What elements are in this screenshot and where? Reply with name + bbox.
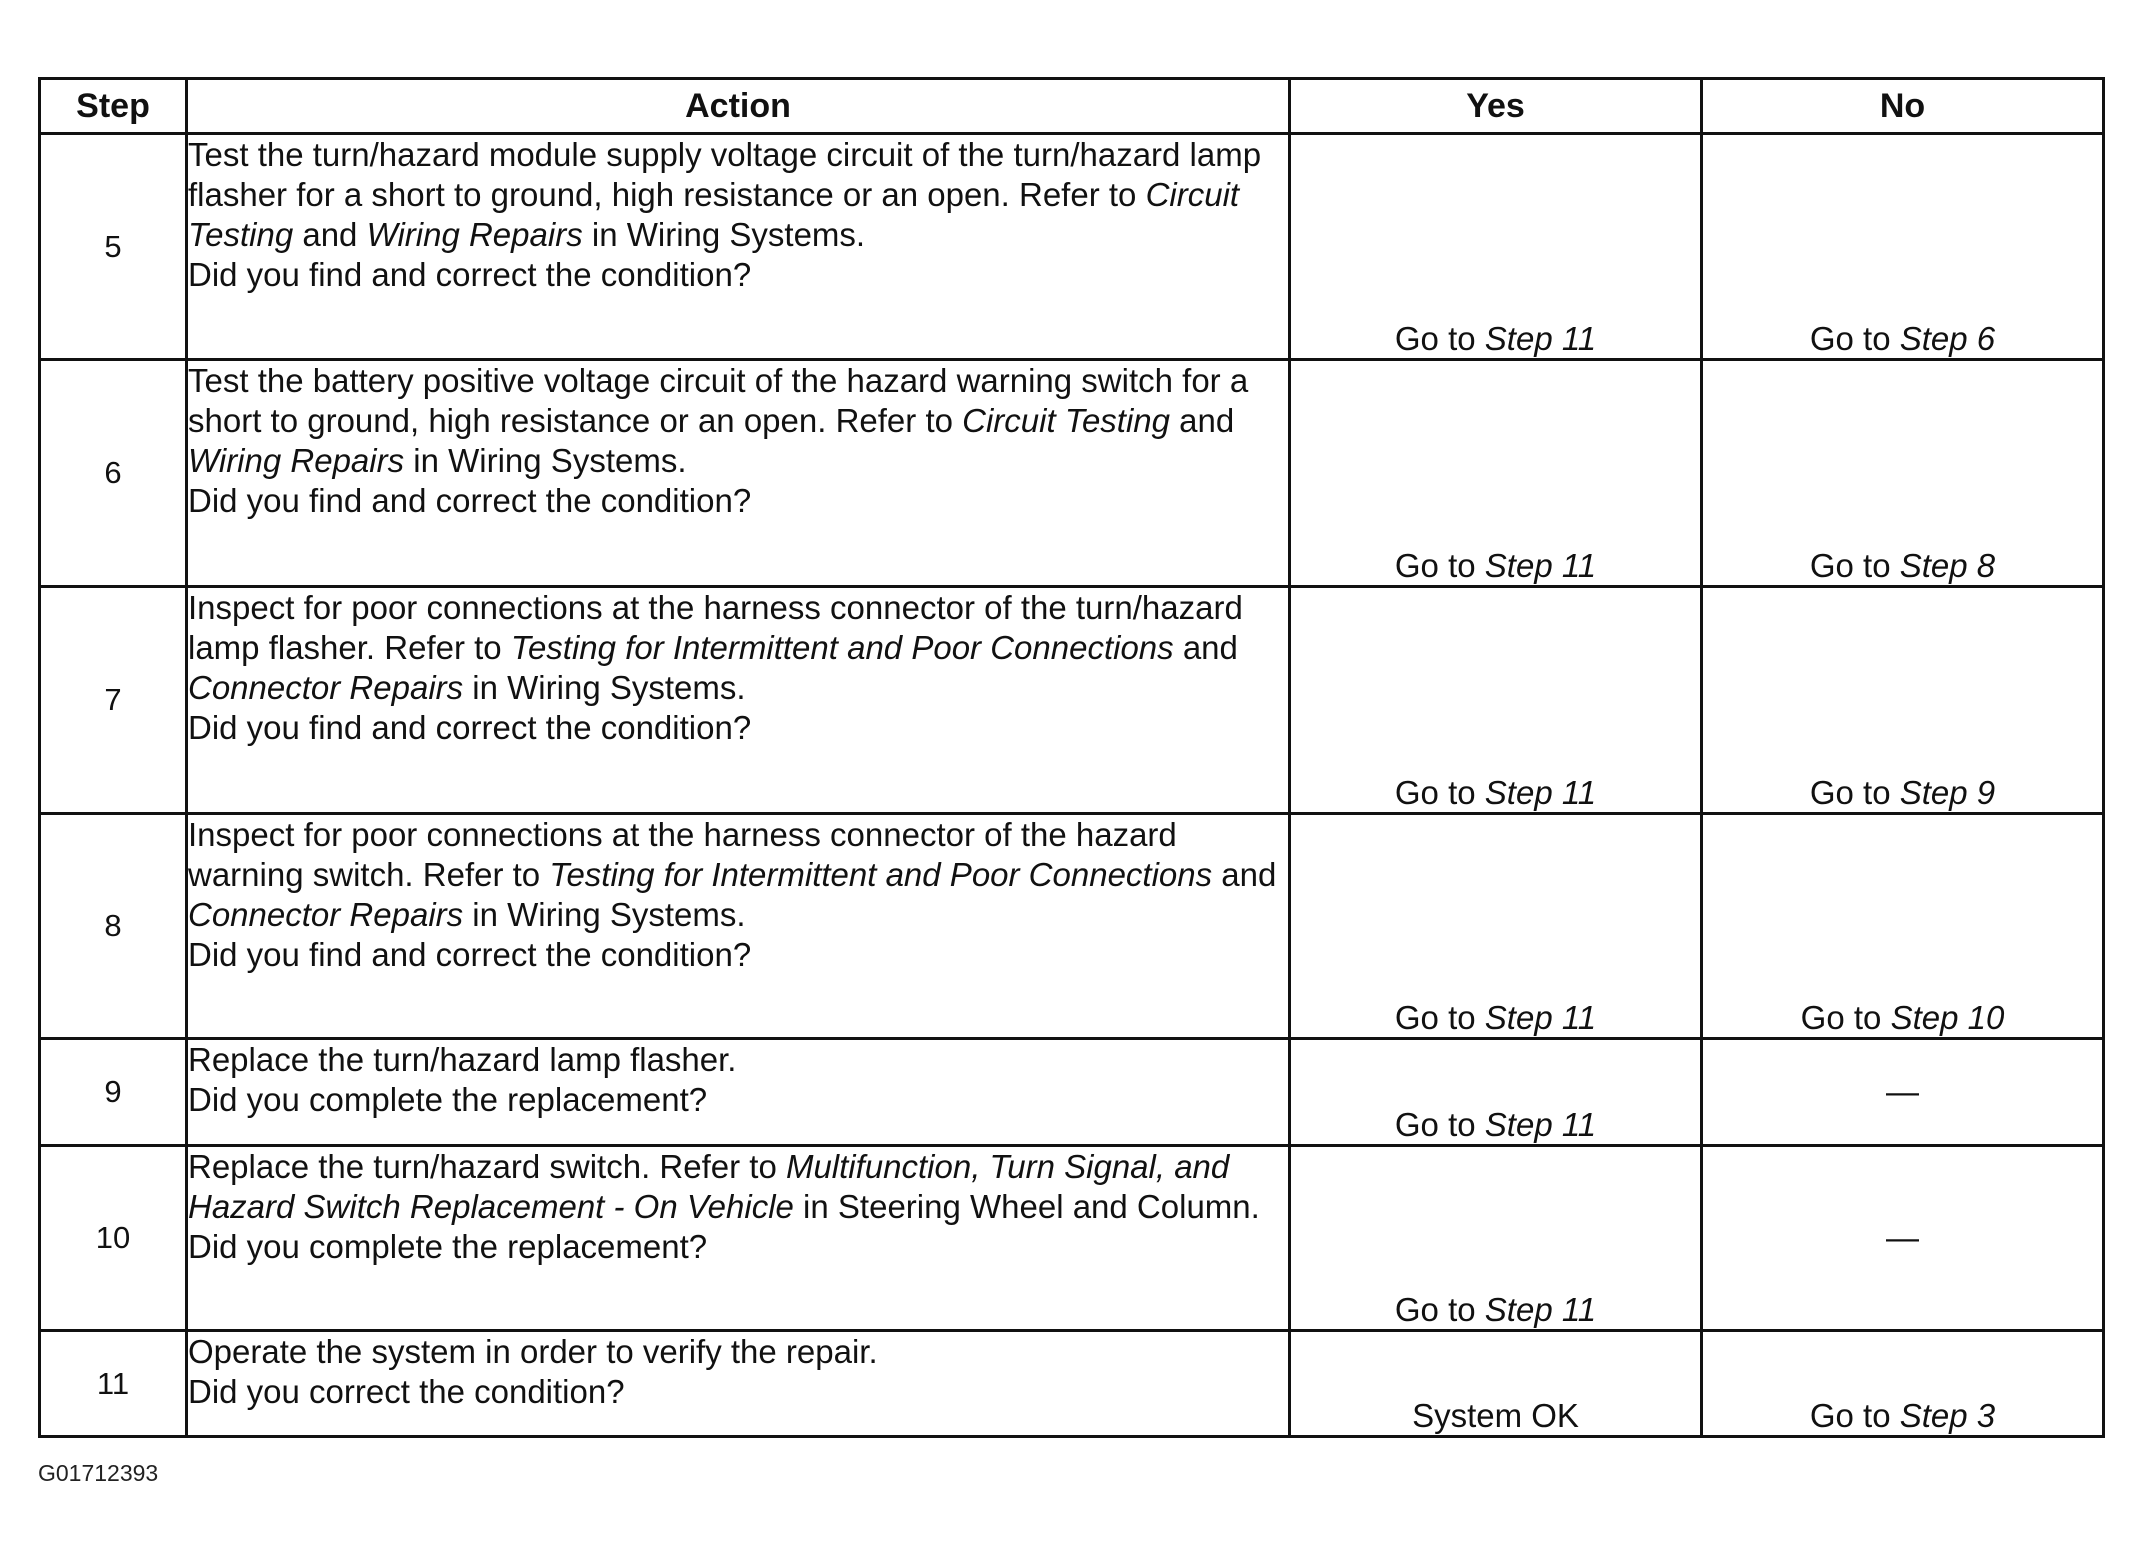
text-run: in Wiring Systems. — [582, 216, 866, 253]
step-number: 10 — [40, 1146, 187, 1331]
header-step: Step — [40, 79, 187, 134]
italic-reference: Testing for Intermittent and Poor Connections — [510, 629, 1174, 666]
italic-reference: Step 11 — [1484, 774, 1597, 811]
italic-reference: Step 11 — [1484, 547, 1597, 584]
table-row — [40, 1331, 2104, 1437]
text-run: Replace the turn/hazard lamp flasher. — [188, 1041, 737, 1078]
text-run: Go to — [1809, 547, 1900, 584]
text-run: Go to — [1394, 774, 1485, 811]
no-result — [1702, 587, 2104, 814]
italic-reference: Step 9 — [1899, 774, 1996, 811]
text-run: in Wiring Systems. — [463, 896, 746, 933]
table-row — [40, 134, 2104, 360]
italic-reference: Testing for Intermittent and Poor Connections — [549, 856, 1213, 893]
yes-result — [1290, 360, 1702, 587]
step-number: 9 — [40, 1039, 187, 1146]
step-number: 8 — [40, 814, 187, 1039]
italic-reference: Step 11 — [1484, 999, 1597, 1036]
no-result — [1702, 814, 2104, 1039]
header-action: Action — [187, 79, 1290, 134]
no-result — [1702, 1331, 2104, 1437]
header-no: No — [1702, 79, 2104, 134]
step-number: 5 — [40, 134, 187, 360]
step-number: 11 — [40, 1331, 187, 1437]
italic-reference: Step 3 — [1899, 1397, 1996, 1434]
italic-reference: Step 6 — [1899, 320, 1996, 357]
diagnostic-table — [38, 77, 2105, 1438]
italic-reference: Wiring Repairs — [366, 216, 583, 253]
yes-result — [1290, 1146, 1702, 1331]
action-question: Did you complete the replacement? — [188, 1228, 708, 1265]
text-run: and — [1212, 856, 1277, 893]
italic-reference: Step 11 — [1484, 1106, 1597, 1143]
no-result — [1702, 1039, 2104, 1146]
text-run: in Wiring Systems. — [404, 442, 687, 479]
text-run: Go to — [1800, 999, 1891, 1036]
action-description — [188, 135, 1288, 255]
text-run: Inspect for poor connections at the harness connector of the turn/hazard lamp flasher. Refer to — [188, 589, 1243, 666]
action-cell — [187, 1146, 1290, 1331]
text-run: Go to — [1394, 547, 1485, 584]
italic-reference: Circuit Testing — [962, 402, 1171, 439]
text-run: Go to — [1394, 320, 1485, 357]
action-question: Did you find and correct the condition? — [188, 482, 752, 519]
italic-reference: Wiring Repairs — [188, 442, 405, 479]
header-yes: Yes — [1290, 79, 1702, 134]
action-question: Did you find and correct the condition? — [188, 936, 752, 973]
text-run: in Wiring Systems. — [463, 669, 746, 706]
step-number: 7 — [40, 587, 187, 814]
text-run: and — [1173, 629, 1238, 666]
italic-reference: Multifunction, Turn Signal, and Hazard Switch Replacement - On Vehicle — [188, 1148, 1230, 1225]
italic-reference: Connector Repairs — [188, 669, 464, 706]
text-run: and — [293, 216, 367, 253]
action-description — [188, 1332, 1288, 1372]
action-description — [188, 815, 1288, 935]
text-run: Inspect for poor connections at the harness connector of the hazard warning switch. Refer to — [188, 816, 1177, 893]
action-cell — [187, 360, 1290, 587]
table-body — [40, 134, 2104, 1437]
italic-reference: Step 8 — [1899, 547, 1996, 584]
table-header — [40, 79, 2104, 134]
action-question: Did you correct the condition? — [188, 1373, 625, 1410]
text-run: Go to — [1809, 774, 1900, 811]
text-run: in Steering Wheel and Column. — [793, 1188, 1260, 1225]
text-run: — — [1886, 1073, 1919, 1110]
action-description — [188, 361, 1288, 481]
step-number: 6 — [40, 360, 187, 587]
text-run: Go to — [1809, 1397, 1900, 1434]
action-question: Did you complete the replacement? — [188, 1081, 708, 1118]
action-cell — [187, 1331, 1290, 1437]
text-run: Go to — [1809, 320, 1900, 357]
action-cell — [187, 134, 1290, 360]
table-row — [40, 1146, 2104, 1331]
text-run: Operate the system in order to verify the repair. — [188, 1333, 878, 1370]
italic-reference: Step 11 — [1484, 1291, 1597, 1328]
action-cell — [187, 814, 1290, 1039]
table-row — [40, 587, 2104, 814]
yes-result — [1290, 814, 1702, 1039]
text-run: and — [1170, 402, 1235, 439]
action-description — [188, 1147, 1288, 1227]
no-result — [1702, 1146, 2104, 1331]
italic-reference: Step 10 — [1890, 999, 2005, 1036]
no-result — [1702, 134, 2104, 360]
table-row — [40, 1039, 2104, 1146]
text-run: Test the battery positive voltage circuit of the hazard warning switch for a short to ground, high resistance or an open. Refer to — [188, 362, 1249, 439]
table-row — [40, 814, 2104, 1039]
yes-result — [1290, 1331, 1702, 1437]
action-description — [188, 1040, 1288, 1080]
action-cell — [187, 1039, 1290, 1146]
italic-reference: Step 11 — [1484, 320, 1597, 357]
action-cell — [187, 587, 1290, 814]
no-result — [1702, 360, 2104, 587]
action-description — [188, 588, 1288, 708]
italic-reference: Connector Repairs — [188, 896, 464, 933]
text-run: Go to — [1394, 999, 1485, 1036]
text-run: Replace the turn/hazard switch. Refer to — [188, 1148, 786, 1185]
text-run: Go to — [1394, 1106, 1485, 1143]
yes-result — [1290, 134, 1702, 360]
header-row — [40, 79, 2104, 134]
yes-result — [1290, 1039, 1702, 1146]
table-row — [40, 360, 2104, 587]
text-run: Test the turn/hazard module supply voltage circuit of the turn/hazard lamp flasher for a short to ground, high resistance or an open. Refer to — [188, 136, 1262, 213]
action-question: Did you find and correct the condition? — [188, 709, 752, 746]
text-run: Go to — [1394, 1291, 1485, 1328]
figure-id: G01712393 — [38, 1460, 159, 1486]
text-run: System OK — [1412, 1397, 1579, 1434]
italic-reference: Circuit Testing — [188, 176, 1240, 253]
action-question: Did you find and correct the condition? — [188, 256, 752, 293]
text-run: — — [1886, 1219, 1919, 1256]
yes-result — [1290, 587, 1702, 814]
